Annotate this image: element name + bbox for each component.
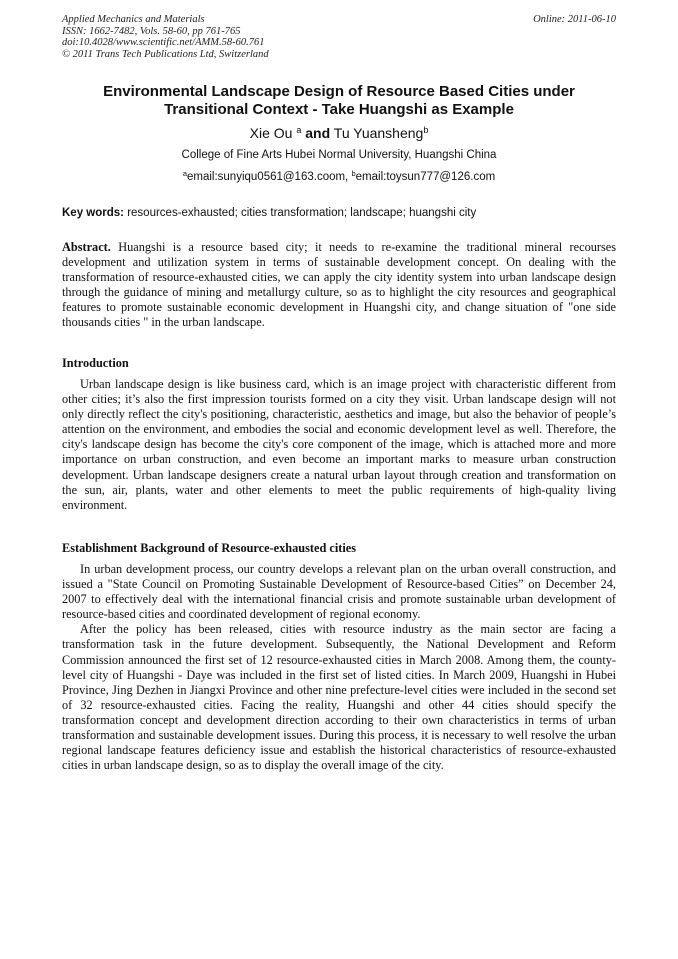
- introduction-section: [62, 377, 616, 513]
- abstract-label: Abstract.: [62, 240, 111, 254]
- author-2-affil-mark: b: [423, 125, 429, 135]
- establishment-paragraph-2: After the policy has been released, cities with resource industry as the main sector are facing a transformation task in the future development. Subsequently, the National Development and Reform Commission announced the first set of 12 resource-exhausted cities in March 2008. Among them, the county-level city of Huangshi - Daye was included in the first set of listed cities. In March 2009, Huangshi in Hubei Province, Jing Dezhen in Jiangxi Province and other nine prefecture-level cities were included in the second set of 32 resource-exhausted cities. Facing the reality, Huangshi and other 44 cities should specify the transformation concept and development direction according to their own characteristics in terms of urban transformation and sustainable development issues. During this process, it is necessary to well resolve the urban regional landscape features deficiency issue and establish the historical characteristics of resource-exhausted cities in urban landscape design, so as to display the overall image of the city.: [62, 622, 616, 773]
- author-2: Tu Yuansheng: [333, 125, 424, 141]
- affiliation: College of Fine Arts Hubei Normal University, Huangshi China: [181, 149, 497, 161]
- email-b: email:toysun777@126.com: [355, 171, 496, 183]
- copyright-line: © 2011 Trans Tech Publications Ltd, Switzerland: [62, 48, 269, 60]
- email-a: email:sunyiqu0561@163.coom,: [186, 171, 349, 183]
- keywords-text: resources-exhausted; cities transformation; landscape; huangshi city: [127, 207, 477, 219]
- establishment-heading: Establishment Background of Resource-exhausted cities: [62, 541, 356, 555]
- author-line: [62, 124, 616, 142]
- title-line-1: Environmental Landscape Design of Resource Based Cities under: [103, 83, 575, 100]
- title-line-2: Transitional Context - Take Huangshi as Example: [164, 101, 514, 118]
- abstract-section: [62, 240, 616, 331]
- establishment-section: [62, 562, 616, 773]
- author-conjunction: and: [305, 125, 331, 141]
- email-b-mark: b: [351, 169, 356, 178]
- email-line: [62, 170, 616, 185]
- abstract-paragraph: [62, 240, 616, 331]
- online-date: Online: 2011-06-10: [533, 14, 616, 25]
- abstract-text: Huangshi is a resource based city; it needs to re-examine the traditional mineral recourses development and utilization system in terms of sustainable development concept. On dealing with the transformation of resource-exhausted cities, we can apply the city identity system into urban landscape design through the guidance of mining and metallurgy culture, so as to highlight the city resources and geographical features to promote sustainable economic development in Huangshi city, and change situation of "one side thousands cities " in the urban landscape.: [62, 240, 616, 330]
- introduction-heading: Introduction: [62, 356, 129, 370]
- journal-name: Applied Mechanics and Materials: [62, 14, 205, 25]
- journal-header: [62, 14, 616, 60]
- doi-line: doi:10.4028/www.scientific.net/AMM.58-60.761: [62, 37, 265, 48]
- introduction-paragraph-1: Urban landscape design is like business card, which is an image project with characteristic different from other cities; it’s also the first impression tourists formed on a city they visit. Urban landscape design will not only directly reflect the city's positioning, characteristic, aesthetics and image, but also the behavior of people’s attention on the environment, and embodies the social and economic development level as well. Therefore, the city's landscape design has become the city's core component of the image, which is attached more and more importance on urban construction, and even become an important marks to measure urban construction development. Urban landscape designers create a natural urban layout through creation and transformation on the sun, air, plants, water and other elements to meet the public requirements of high-quality living environment.: [62, 377, 616, 512]
- paper-title: [62, 83, 616, 119]
- author-1-affil-mark: a: [296, 125, 302, 135]
- keywords: [62, 206, 616, 221]
- issn-line: ISSN: 1662-7482, Vols. 58-60, pp 761-765: [62, 25, 241, 37]
- email-a-mark: a: [182, 169, 187, 178]
- author-1: Xie Ou: [249, 125, 293, 141]
- establishment-paragraph-1: In urban development process, our country develops a relevant plan on the urban overall construction, and issued a "State Council on Promoting Sustainable Development of Resource-based Cities” on December 24, 2007 to effectively deal with the international financial crisis and promote sustainable urban development of resource-based cities and coordinated development of regional economy.: [62, 562, 616, 622]
- keywords-label: Key words:: [62, 207, 124, 219]
